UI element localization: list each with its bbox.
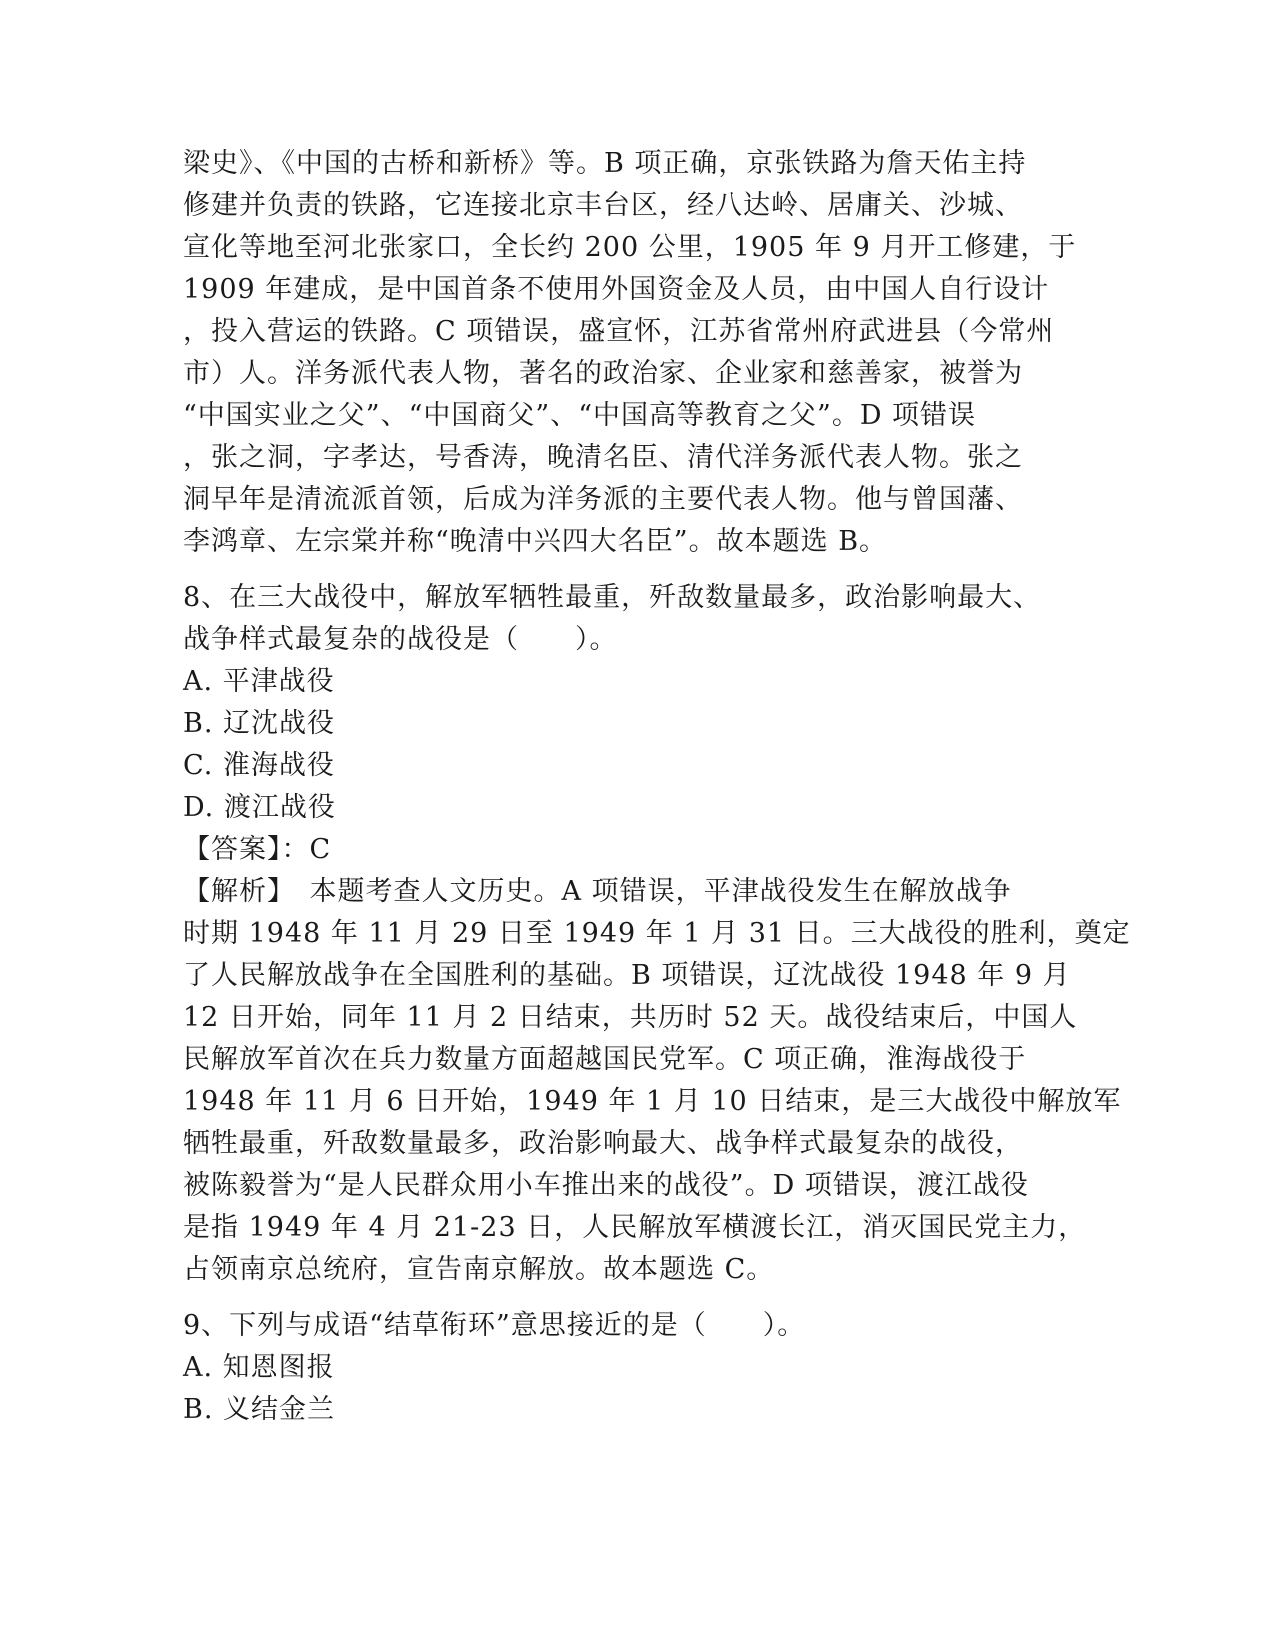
previous-question-explanation — [183, 143, 1083, 563]
text-line: 了人民解放战争在全国胜利的基础。B 项错误，辽沈战役 1948 年 9 月 — [183, 960, 1071, 991]
text-line: 洞早年是清流派首领，后成为洋务派的主要代表人物。他与曾国藩、 — [183, 484, 1023, 515]
text-line: 宣化等地至河北张家口，全长约 200 公里，1905 年 9 月开工修建，于 — [183, 232, 1077, 263]
question-stem: 9、下列与成语“结草衔环”意思接近的是（ ）。 — [183, 1310, 806, 1341]
text-line: 是指 1949 年 4 月 21-23 日，人民解放军横渡长江，消灭国民党主力， — [183, 1212, 1087, 1243]
text-line: 占领南京总统府，宣告南京解放。故本题选 C。 — [183, 1254, 775, 1285]
text-line: 梁史》、《中国的古桥和新桥》等。B 项正确，京张铁路为詹天佑主持 — [183, 148, 1027, 179]
option-a: A. 知恩图报 — [183, 1352, 335, 1383]
text-line: ，张之洞，字孝达，号香涛，晚清名臣、清代洋务派代表人物。张之 — [183, 442, 1023, 473]
text-line: 【解析】 本题考查人文历史。A 项错误，平津战役发生在解放战争 — [183, 876, 1012, 907]
spacer — [183, 1291, 1083, 1305]
text-line: 被陈毅誉为“是人民群众用小车推出来的战役”。D 项错误，渡江战役 — [183, 1170, 1029, 1201]
text-line: 市）人。洋务派代表人物，著名的政治家、企业家和慈善家，被誉为 — [183, 358, 1023, 389]
question-8 — [183, 577, 1131, 1291]
question-stem: 战争样式最复杂的战役是（ ）。 — [183, 624, 618, 655]
option-c: C. 淮海战役 — [183, 750, 335, 781]
text-line: 时期 1948 年 11 月 29 日至 1949 年 1 月 31 日。三大战役的胜利，奠定 — [183, 918, 1131, 949]
question-stem: 8、在三大战役中，解放军牺牲最重，歼敌数量最多，政治影响最大、 — [183, 582, 1042, 613]
text-line: 民解放军首次在兵力数量方面超越国民党军。C 项正确，淮海战役于 — [183, 1044, 1027, 1075]
document-page — [183, 143, 1131, 1431]
option-a: A. 平津战役 — [183, 666, 335, 697]
text-line: 李鸿章、左宗棠并称“晚清中兴四大名臣”。故本题选 B。 — [183, 526, 888, 557]
answer-line: 【答案】：C — [183, 834, 332, 865]
text-line: 1948 年 11 月 6 日开始，1949 年 1 月 10 日结束，是三大战役中解放军 — [183, 1086, 1122, 1117]
text-line: 1909 年建成，是中国首条不使用外国资金及人员，由中国人自行设计 — [183, 274, 1050, 305]
option-d: D. 渡江战役 — [183, 792, 336, 823]
text-line: “中国实业之父”、“中国商父”、“中国高等教育之父”。D 项错误 — [183, 400, 977, 431]
text-line: 12 日开始，同年 11 月 2 日结束，共历时 52 天。战役结束后，中国人 — [183, 1002, 1078, 1033]
text-line: 修建并负责的铁路，它连接北京丰台区，经八达岭、居庸关、沙城、 — [183, 190, 1023, 221]
option-b: B. 义结金兰 — [183, 1394, 336, 1425]
analysis — [183, 871, 1131, 1291]
option-b: B. 辽沈战役 — [183, 708, 336, 739]
text-line: 牺牲最重，歼敌数量最多，政治影响最大、战争样式最复杂的战役， — [183, 1128, 1023, 1159]
text-line: ，投入营运的铁路。C 项错误，盛宣怀，江苏省常州府武进县（今常州 — [183, 316, 1055, 347]
question-9 — [183, 1305, 1083, 1431]
spacer — [183, 563, 1083, 577]
